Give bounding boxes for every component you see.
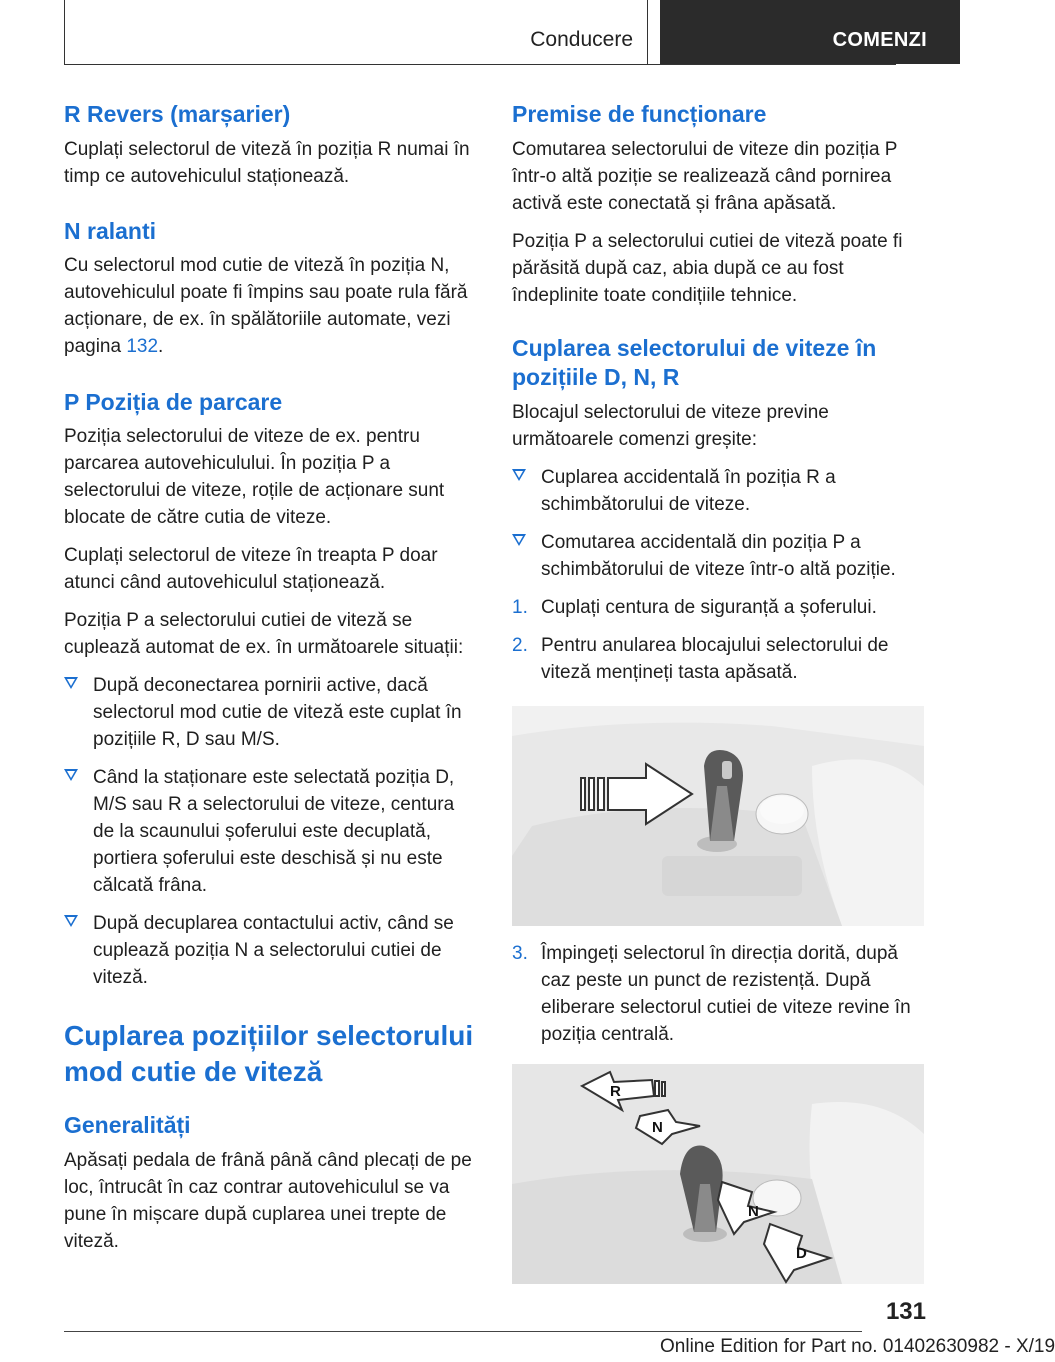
- direction-label-r: R: [610, 1083, 621, 1100]
- footer-rule: [64, 1331, 862, 1332]
- triangle-bullet-icon: [64, 677, 78, 689]
- text-park-2: Cuplați selectorul de viteze în treapta P doar atunci când autovehiculul staționează.: [64, 545, 438, 593]
- triangle-bullet-icon: [64, 769, 78, 781]
- text-reverse: Cuplați selectorul de viteză în poziția R numai în timp ce autovehiculul staționează.: [64, 139, 470, 187]
- page-number: 131: [885, 1298, 926, 1325]
- page-link-132[interactable]: 132: [126, 336, 159, 357]
- text-neutral: [64, 252, 479, 360]
- step-number: 2.: [512, 635, 528, 656]
- text-general: Apăsați pedala de frână până când plecați de pe loc, întrucât în caz contrar autovehiculul se va pune în mișcare după cuplarea unei trepte de viteză.: [64, 1150, 472, 1252]
- text-park-3: Poziția P a selectorului cutiei de viteză se cuplează automat de ex. în următoarele situații:: [64, 610, 464, 658]
- direction-label-n-lower: N: [748, 1203, 759, 1220]
- list-item: [512, 464, 927, 518]
- text-park-1: Poziția selectorului de viteze de ex. pentru parcarea autovehiculului. În poziția P a selectorului de viteze, roțile de acționare sunt blocate de către cutia de viteze.: [64, 426, 445, 528]
- gear-selector-press-illustration: [512, 706, 924, 926]
- step-text: Cuplați centura de siguranță a șoferului.: [541, 597, 877, 618]
- right-column: [512, 100, 927, 1284]
- list-item: [64, 910, 479, 991]
- header-rule: [64, 64, 896, 65]
- text-neutral-end: .: [158, 336, 164, 357]
- step-item: [512, 940, 927, 1048]
- text-prerequisites-2: Poziția P a selectorului cutiei de viteză poate fi părăsită după caz, abia după ce au fost îndeplinite toate condițiile tehnice.: [512, 231, 903, 306]
- heading-neutral: N ralanti: [64, 218, 157, 244]
- gear-selector-press-illustration-svg: [512, 706, 924, 926]
- header-section-title: Conducere: [430, 0, 648, 64]
- step-text: Împingeți selectorul în direcția dorită, după caz peste un punct de rezistență. După eliberare selectorul cutiei de viteze revine în poziția centrală.: [541, 943, 911, 1045]
- header-left-rule: [64, 0, 65, 65]
- step-text: Pentru anularea blocajului selectorului de viteză mențineți tasta apăsată.: [541, 635, 889, 683]
- list-item: [64, 764, 479, 899]
- heading-reverse: R Revers (marșarier): [64, 101, 291, 127]
- list-item-text: Când la staționare este selectată poziția D, M/S sau R a selectorului de viteze, centura de la scaunului șoferului este decuplată, portiera șoferului este deschisă și nu este călcată frâna.: [93, 767, 455, 896]
- direction-label-d: D: [796, 1245, 807, 1262]
- step-number: 3.: [512, 943, 528, 964]
- list-item-text: Comutarea accidentală din poziția P a schimbătorului de viteze într-o altă poziție.: [541, 532, 896, 580]
- heading-engage-dnr: Cuplarea selectorului de viteze în pozițiile D, N, R: [512, 335, 877, 390]
- edition-footer: Online Edition for Part no. 01402630982 - X/19: [660, 1336, 1055, 1357]
- left-column: [64, 100, 479, 1255]
- gear-selector-directions-illustration-svg: [512, 1064, 924, 1284]
- heading-gear-positions: Cuplarea pozițiilor selectorului mod cutie de viteză: [64, 1020, 474, 1087]
- step-item: [512, 594, 927, 621]
- triangle-bullet-icon: [512, 534, 526, 546]
- step-number: 1.: [512, 597, 528, 618]
- step-item: [512, 632, 927, 686]
- header-chapter-tab[interactable]: COMENZI: [660, 0, 960, 64]
- triangle-bullet-icon: [512, 469, 526, 481]
- text-prerequisites-1: Comutarea selectorului de viteze din poziția P într-o altă poziție se realizează când pornirea activă este conectată și frâna apăsată.: [512, 139, 898, 214]
- triangle-bullet-icon: [64, 915, 78, 927]
- list-item-text: După decuplarea contactului activ, când se cuplează poziția N a selectorului cutiei de viteză.: [93, 913, 454, 988]
- list-item: [512, 529, 927, 583]
- list-item-text: Cuplarea accidentală în poziția R a schimbătorului de viteze.: [541, 467, 836, 515]
- gear-selector-directions-illustration: [512, 1064, 924, 1284]
- list-item-text: După deconectarea pornirii active, dacă selectorul mod cutie de viteză este cuplat în pozițiile R, D sau M/S.: [93, 675, 462, 750]
- text-engage-dnr: Blocajul selectorului de viteze previne următoarele comenzi greșite:: [512, 402, 829, 450]
- text-neutral-body: Cu selectorul mod cutie de viteză în poziția N, autovehiculul poate fi împins sau poate rula fără acționare, de ex. în spălătoriile automate, vezi pagina: [64, 255, 468, 357]
- heading-general: Generalități: [64, 1112, 191, 1138]
- heading-prerequisites: Premise de funcționare: [512, 101, 767, 127]
- direction-label-n-upper: N: [652, 1119, 663, 1136]
- list-item: [64, 672, 479, 753]
- heading-park: P Poziția de parcare: [64, 389, 283, 415]
